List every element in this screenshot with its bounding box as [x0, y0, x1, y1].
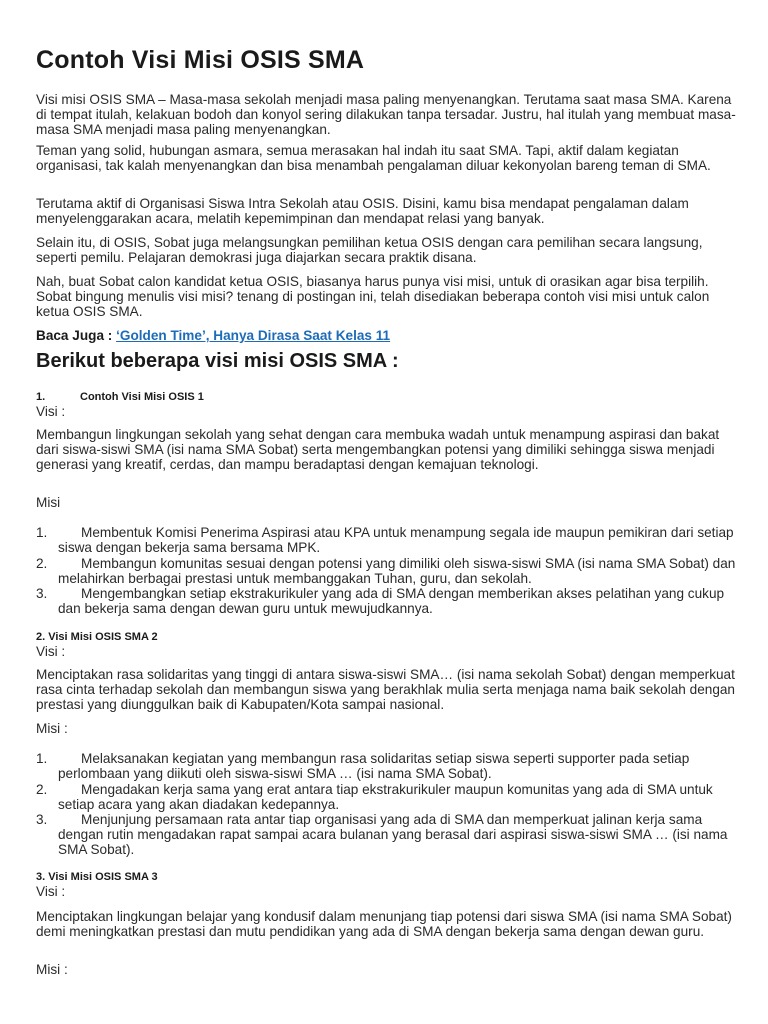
section-2-visi-label: Visi :: [36, 644, 66, 659]
list-text: Mengadakan kerja sama yang erat antara tiap ekstrakurikuler maupun komunitas yang ada di SMA untuk setiap acara yang akan diadakan kedepannya.: [58, 782, 713, 812]
list-number: 3.: [36, 586, 48, 601]
list-text: Menjunjung persamaan rata antar tiap organisasi yang ada di SMA dan memperkuat jalinan kerja sama dengan rutin mengadakan rapat sampai acara bulanan yang berasal dari aspirasi siswa-siswi SMA … (isi nama SMA Sobat).: [58, 812, 728, 857]
intro-paragraph-1: Visi misi OSIS SMA – Masa-masa sekolah menjadi masa paling menyenangkan. Terutama saat masa SMA. Karena di tempat itulah, kelakuan bodoh dan konyol sering dilakukan tanpa tersadar. Justru, hal itulah yang membuat masa-masa SMA menjadi masa paling menyenangkan.: [36, 92, 736, 137]
section-2-visi-text: Menciptakan rasa solidaritas yang tinggi di antara siswa-siswi SMA… (isi nama sekolah Sobat) dengan memperkuat rasa cinta terhadap sekolah dan membangun siswa yang berakhlak mulia serta menjaga nama baik sekolah dengan prestasi yang diunggulkan baik di Kabupaten/Kota sampai nasional.: [36, 667, 735, 712]
section-2-misi-label: Misi :: [36, 721, 68, 736]
list-text: Mengembangkan setiap ekstrakurikuler yang ada di SMA dengan memberikan akses pelatihan yang cukup dan bekerja sama dengan dewan guru untuk mewujudkannya.: [58, 586, 725, 616]
baca-juga-link[interactable]: ‘Golden Time’, Hanya Dirasa Saat Kelas 11: [116, 328, 391, 343]
section-1-visi-label: Visi :: [36, 404, 66, 419]
list-number: 1.: [36, 751, 48, 766]
intro-paragraph-3: Terutama aktif di Organisasi Siswa Intra Sekolah atau OSIS. Disini, kamu bisa mendapat pengalaman dalam menyelenggarakan acara, melatih kepemimpinan dan mendapat relasi yang banyak.: [36, 196, 689, 226]
list-text: Melaksanakan kegiatan yang membangun rasa solidaritas setiap siswa seperti supporter pada setiap perlombaan yang diikuti oleh siswa-siswi SMA … (isi nama SMA Sobat).: [58, 751, 690, 781]
list-number: 3.: [36, 812, 48, 827]
section-title: Berikut beberapa visi misi OSIS SMA :: [36, 350, 399, 372]
section-3-misi-label: Misi :: [36, 962, 68, 977]
section-2-misi-item: [36, 751, 736, 781]
intro-paragraph-5: Nah, buat Sobat calon kandidat ketua OSIS, biasanya harus punya visi misi, untuk di orasikan agar bisa terpilih. Sobat bingung menulis visi misi? tenang di postingan ini, telah disediakan beberapa contoh visi misi untuk calon ketua OSIS SMA.: [36, 274, 710, 319]
section-1-number: 1.: [36, 391, 46, 403]
intro-paragraph-2: Teman yang solid, hubungan asmara, semua merasakan hal indah itu saat SMA. Tapi, aktif dalam kegiatan organisasi, tak kalah menyenangkan dan bisa menambah pengalaman diluar kekonyolan bareng teman di SMA.: [36, 143, 711, 173]
section-1-visi-text: Membangun lingkungan sekolah yang sehat dengan cara membuka wadah untuk menampung aspirasi dan bakat dari siswa-siswi SMA (isi nama SMA Sobat) serta mengembangkan potensi yang dimiliki sehingga siswa menjadi generasi yang kreatif, cerdas, dan mampu beradaptasi dengan kemajuan teknologi.: [36, 427, 720, 472]
list-number: 1.: [36, 525, 48, 540]
section-2-heading: 2. Visi Misi OSIS SMA 2: [36, 631, 158, 643]
intro-paragraph-4: Selain itu, di OSIS, Sobat juga melangsungkan pemilihan ketua OSIS dengan cara pemilihan secara langsung, seperti pemilu. Pelajaran demokrasi juga diajarkan secara praktik disana.: [36, 235, 703, 265]
list-number: 2.: [36, 556, 48, 571]
baca-juga: [36, 328, 390, 343]
section-1-title: Contoh Visi Misi OSIS 1: [80, 391, 204, 403]
section-1-misi-label: Misi: [36, 495, 61, 510]
list-text: Membangun komunitas sesuai dengan potensi yang dimiliki oleh siswa-siswi SMA (isi nama SMA Sobat) dan melahirkan berbagai prestasi untuk membanggakan Tuhan, guru, dan sekolah.: [58, 556, 736, 586]
list-text: Membentuk Komisi Penerima Aspirasi atau KPA untuk menampung segala ide maupun pemikiran dari setiap siswa dengan bekerja sama bersama MPK.: [58, 525, 734, 555]
section-1-heading: [36, 391, 204, 403]
section-1-misi-item: [36, 556, 736, 586]
page-title: Contoh Visi Misi OSIS SMA: [36, 46, 365, 74]
section-3-heading: 3. Visi Misi OSIS SMA 3: [36, 871, 158, 883]
section-2-misi-item: [36, 812, 736, 857]
section-2-misi-item: [36, 782, 736, 812]
section-3-visi-text: Menciptakan lingkungan belajar yang kondusif dalam menunjang tiap potensi dari siswa SMA (isi nama SMA Sobat) demi meningkatkan prestasi dan mutu pendidikan yang ada di SMA dengan bekerja sama dengan dewan guru.: [36, 909, 732, 939]
section-1-misi-item: [36, 586, 736, 616]
section-3-visi-label: Visi :: [36, 884, 66, 899]
section-1-misi-item: [36, 525, 736, 555]
baca-juga-label: Baca Juga :: [36, 328, 113, 343]
list-number: 2.: [36, 782, 48, 797]
